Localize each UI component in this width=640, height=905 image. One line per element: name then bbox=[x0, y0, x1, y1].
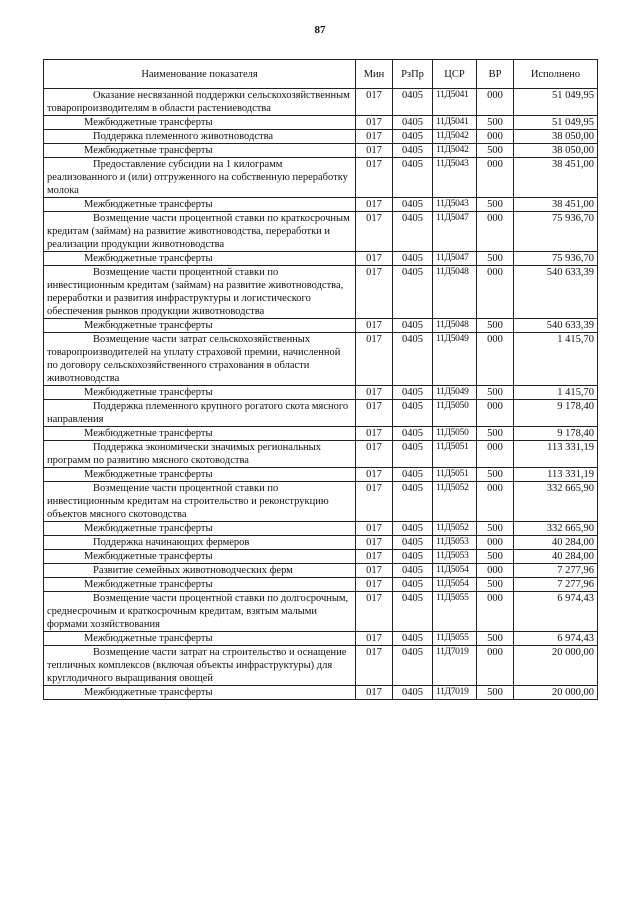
cell-target-article: 11Д5043 bbox=[433, 158, 477, 198]
cell-executed: 540 633,39 bbox=[514, 266, 598, 319]
cell-target-article: 11Д5042 bbox=[433, 130, 477, 144]
table-row bbox=[44, 266, 598, 319]
cell-expense-type: 500 bbox=[477, 386, 514, 400]
cell-section: 0405 bbox=[393, 252, 433, 266]
cell-indicator-name: Возмещение части процентной ставки по инвестиционным кредитам на строительство и реконструкцию объектов мясного скотоводства bbox=[44, 482, 356, 522]
cell-section: 0405 bbox=[393, 89, 433, 116]
cell-indicator-name: Развитие семейных животноводческих ферм bbox=[44, 564, 356, 578]
page-number: 87 bbox=[314, 24, 326, 36]
header-ministry: Мин bbox=[356, 60, 393, 89]
cell-ministry: 017 bbox=[356, 116, 393, 130]
cell-ministry: 017 bbox=[356, 564, 393, 578]
cell-expense-type: 500 bbox=[477, 116, 514, 130]
header-section: РзПр bbox=[393, 60, 433, 89]
table-row bbox=[44, 89, 598, 116]
cell-ministry: 017 bbox=[356, 252, 393, 266]
cell-executed: 75 936,70 bbox=[514, 212, 598, 252]
cell-ministry: 017 bbox=[356, 536, 393, 550]
cell-indicator-name: Межбюджетные трансферты bbox=[44, 198, 356, 212]
cell-expense-type: 000 bbox=[477, 212, 514, 252]
table-row bbox=[44, 592, 598, 632]
cell-target-article: 11Д5041 bbox=[433, 116, 477, 130]
cell-expense-type: 000 bbox=[477, 400, 514, 427]
cell-target-article: 11Д5047 bbox=[433, 212, 477, 252]
cell-indicator-name: Межбюджетные трансферты bbox=[44, 686, 356, 700]
cell-section: 0405 bbox=[393, 198, 433, 212]
cell-executed: 332 665,90 bbox=[514, 482, 598, 522]
table-row bbox=[44, 441, 598, 468]
cell-section: 0405 bbox=[393, 212, 433, 252]
cell-executed: 332 665,90 bbox=[514, 522, 598, 536]
cell-indicator-name: Межбюджетные трансферты bbox=[44, 550, 356, 564]
cell-executed: 9 178,40 bbox=[514, 400, 598, 427]
table-row-transfer bbox=[44, 144, 598, 158]
cell-section: 0405 bbox=[393, 333, 433, 386]
cell-expense-type: 000 bbox=[477, 333, 514, 386]
cell-executed: 1 415,70 bbox=[514, 333, 598, 386]
cell-ministry: 017 bbox=[356, 158, 393, 198]
table-row bbox=[44, 536, 598, 550]
cell-target-article: 11Д5053 bbox=[433, 536, 477, 550]
cell-section: 0405 bbox=[393, 116, 433, 130]
table-row bbox=[44, 482, 598, 522]
cell-expense-type: 000 bbox=[477, 646, 514, 686]
cell-ministry: 017 bbox=[356, 441, 393, 468]
cell-executed: 20 000,00 bbox=[514, 686, 598, 700]
cell-ministry: 017 bbox=[356, 550, 393, 564]
cell-executed: 540 633,39 bbox=[514, 319, 598, 333]
cell-indicator-name: Межбюджетные трансферты bbox=[44, 522, 356, 536]
cell-ministry: 017 bbox=[356, 144, 393, 158]
table-row-transfer bbox=[44, 550, 598, 564]
cell-section: 0405 bbox=[393, 427, 433, 441]
cell-indicator-name: Межбюджетные трансферты bbox=[44, 632, 356, 646]
cell-target-article: 11Д5050 bbox=[433, 427, 477, 441]
cell-expense-type: 500 bbox=[477, 198, 514, 212]
header-expense-type: ВР bbox=[477, 60, 514, 89]
table-row-transfer bbox=[44, 386, 598, 400]
cell-section: 0405 bbox=[393, 646, 433, 686]
cell-ministry: 017 bbox=[356, 130, 393, 144]
cell-indicator-name: Межбюджетные трансферты bbox=[44, 116, 356, 130]
cell-executed: 7 277,96 bbox=[514, 564, 598, 578]
cell-expense-type: 000 bbox=[477, 482, 514, 522]
table-row-transfer bbox=[44, 319, 598, 333]
cell-target-article: 11Д5050 bbox=[433, 400, 477, 427]
cell-section: 0405 bbox=[393, 441, 433, 468]
cell-ministry: 017 bbox=[356, 198, 393, 212]
cell-ministry: 017 bbox=[356, 592, 393, 632]
cell-section: 0405 bbox=[393, 468, 433, 482]
cell-executed: 7 277,96 bbox=[514, 578, 598, 592]
cell-target-article: 11Д5051 bbox=[433, 441, 477, 468]
cell-expense-type: 500 bbox=[477, 144, 514, 158]
cell-ministry: 017 bbox=[356, 89, 393, 116]
table-row-transfer bbox=[44, 252, 598, 266]
cell-executed: 9 178,40 bbox=[514, 427, 598, 441]
cell-executed: 20 000,00 bbox=[514, 646, 598, 686]
cell-ministry: 017 bbox=[356, 400, 393, 427]
table-header-row bbox=[44, 60, 598, 89]
cell-indicator-name: Поддержка начинающих фермеров bbox=[44, 536, 356, 550]
cell-executed: 51 049,95 bbox=[514, 116, 598, 130]
cell-ministry: 017 bbox=[356, 686, 393, 700]
header-target-article: ЦСР bbox=[433, 60, 477, 89]
cell-indicator-name: Возмещение части процентной ставки по краткосрочным кредитам (займам) на развитие животноводства, переработки и реализации продукции животноводства bbox=[44, 212, 356, 252]
table-row bbox=[44, 130, 598, 144]
header-indicator-name: Наименование показателя bbox=[44, 60, 356, 89]
cell-ministry: 017 bbox=[356, 319, 393, 333]
cell-section: 0405 bbox=[393, 578, 433, 592]
cell-ministry: 017 bbox=[356, 578, 393, 592]
budget-execution-table bbox=[43, 59, 598, 700]
cell-section: 0405 bbox=[393, 592, 433, 632]
cell-executed: 40 284,00 bbox=[514, 536, 598, 550]
cell-indicator-name: Оказание несвязанной поддержки сельскохозяйственным товаропроизводителям в области растениеводства bbox=[44, 89, 356, 116]
cell-expense-type: 000 bbox=[477, 536, 514, 550]
cell-ministry: 017 bbox=[356, 427, 393, 441]
cell-section: 0405 bbox=[393, 522, 433, 536]
cell-indicator-name: Межбюджетные трансферты bbox=[44, 386, 356, 400]
cell-indicator-name: Межбюджетные трансферты bbox=[44, 468, 356, 482]
cell-section: 0405 bbox=[393, 319, 433, 333]
table-row bbox=[44, 646, 598, 686]
cell-ministry: 017 bbox=[356, 212, 393, 252]
cell-target-article: 11Д5049 bbox=[433, 386, 477, 400]
cell-expense-type: 500 bbox=[477, 686, 514, 700]
cell-section: 0405 bbox=[393, 266, 433, 319]
cell-section: 0405 bbox=[393, 386, 433, 400]
cell-expense-type: 500 bbox=[477, 427, 514, 441]
cell-target-article: 11Д5054 bbox=[433, 578, 477, 592]
cell-indicator-name: Межбюджетные трансферты bbox=[44, 144, 356, 158]
cell-expense-type: 000 bbox=[477, 564, 514, 578]
cell-target-article: 11Д5041 bbox=[433, 89, 477, 116]
header-executed: Исполнено bbox=[514, 60, 598, 89]
table-row-transfer bbox=[44, 468, 598, 482]
cell-expense-type: 000 bbox=[477, 266, 514, 319]
cell-executed: 6 974,43 bbox=[514, 632, 598, 646]
table-row-transfer bbox=[44, 116, 598, 130]
cell-executed: 75 936,70 bbox=[514, 252, 598, 266]
cell-target-article: 11Д5052 bbox=[433, 482, 477, 522]
cell-section: 0405 bbox=[393, 550, 433, 564]
table-row-transfer bbox=[44, 632, 598, 646]
cell-executed: 38 451,00 bbox=[514, 158, 598, 198]
cell-expense-type: 000 bbox=[477, 158, 514, 198]
cell-executed: 113 331,19 bbox=[514, 441, 598, 468]
cell-executed: 38 050,00 bbox=[514, 130, 598, 144]
cell-target-article: 11Д5055 bbox=[433, 592, 477, 632]
cell-expense-type: 000 bbox=[477, 592, 514, 632]
cell-section: 0405 bbox=[393, 130, 433, 144]
cell-ministry: 017 bbox=[356, 632, 393, 646]
cell-executed: 1 415,70 bbox=[514, 386, 598, 400]
cell-ministry: 017 bbox=[356, 482, 393, 522]
cell-ministry: 017 bbox=[356, 468, 393, 482]
cell-executed: 113 331,19 bbox=[514, 468, 598, 482]
cell-target-article: 11Д5053 bbox=[433, 550, 477, 564]
cell-expense-type: 500 bbox=[477, 252, 514, 266]
cell-expense-type: 000 bbox=[477, 130, 514, 144]
cell-indicator-name: Возмещение части затрат сельскохозяйственных товаропроизводителей на уплату страховой премии, начисленной по договору сельскохозяйственного страхования в области животноводства bbox=[44, 333, 356, 386]
cell-section: 0405 bbox=[393, 536, 433, 550]
cell-target-article: 11Д5048 bbox=[433, 266, 477, 319]
cell-indicator-name: Межбюджетные трансферты bbox=[44, 578, 356, 592]
cell-section: 0405 bbox=[393, 400, 433, 427]
cell-target-article: 11Д5049 bbox=[433, 333, 477, 386]
cell-expense-type: 000 bbox=[477, 441, 514, 468]
table-row bbox=[44, 400, 598, 427]
cell-section: 0405 bbox=[393, 158, 433, 198]
table-row bbox=[44, 158, 598, 198]
cell-executed: 40 284,00 bbox=[514, 550, 598, 564]
table-row-transfer bbox=[44, 686, 598, 700]
table-row-transfer bbox=[44, 522, 598, 536]
cell-target-article: 11Д5048 bbox=[433, 319, 477, 333]
table-row bbox=[44, 212, 598, 252]
cell-executed: 51 049,95 bbox=[514, 89, 598, 116]
cell-expense-type: 500 bbox=[477, 550, 514, 564]
cell-indicator-name: Поддержка племенного животноводства bbox=[44, 130, 356, 144]
table-row-transfer bbox=[44, 198, 598, 212]
cell-target-article: 11Д7019 bbox=[433, 686, 477, 700]
cell-indicator-name: Поддержка экономически значимых региональных программ по развитию мясного скотоводства bbox=[44, 441, 356, 468]
cell-target-article: 11Д5042 bbox=[433, 144, 477, 158]
cell-indicator-name: Поддержка племенного крупного рогатого скота мясного направления bbox=[44, 400, 356, 427]
cell-executed: 38 050,00 bbox=[514, 144, 598, 158]
table-row-transfer bbox=[44, 427, 598, 441]
cell-indicator-name: Возмещение части затрат на строительство и оснащение тепличных комплексов (включая объекты инфраструктуры) для круглодичного выращивания овощей bbox=[44, 646, 356, 686]
cell-target-article: 11Д5051 bbox=[433, 468, 477, 482]
cell-indicator-name: Межбюджетные трансферты bbox=[44, 427, 356, 441]
cell-target-article: 11Д5043 bbox=[433, 198, 477, 212]
cell-expense-type: 500 bbox=[477, 468, 514, 482]
cell-target-article: 11Д7019 bbox=[433, 646, 477, 686]
cell-target-article: 11Д5047 bbox=[433, 252, 477, 266]
cell-target-article: 11Д5054 bbox=[433, 564, 477, 578]
cell-indicator-name: Возмещение части процентной ставки по инвестиционным кредитам (займам) на развитие животноводства, переработки и развития инфраструктуры и логистического обеспечения рынков продукции животноводства bbox=[44, 266, 356, 319]
cell-executed: 6 974,43 bbox=[514, 592, 598, 632]
cell-indicator-name: Межбюджетные трансферты bbox=[44, 319, 356, 333]
table-row-transfer bbox=[44, 578, 598, 592]
cell-indicator-name: Возмещение части процентной ставки по долгосрочным, среднесрочным и краткосрочным кредитам, взятым малыми формами хозяйствования bbox=[44, 592, 356, 632]
cell-section: 0405 bbox=[393, 482, 433, 522]
cell-ministry: 017 bbox=[356, 266, 393, 319]
cell-ministry: 017 bbox=[356, 333, 393, 386]
cell-indicator-name: Предоставление субсидии на 1 килограмм реализованного и (или) отгруженного на собственную переработку молока bbox=[44, 158, 356, 198]
cell-section: 0405 bbox=[393, 564, 433, 578]
cell-expense-type: 500 bbox=[477, 319, 514, 333]
cell-indicator-name: Межбюджетные трансферты bbox=[44, 252, 356, 266]
cell-expense-type: 500 bbox=[477, 578, 514, 592]
table-row bbox=[44, 333, 598, 386]
cell-expense-type: 000 bbox=[477, 89, 514, 116]
cell-section: 0405 bbox=[393, 144, 433, 158]
cell-target-article: 11Д5052 bbox=[433, 522, 477, 536]
cell-ministry: 017 bbox=[356, 522, 393, 536]
cell-expense-type: 500 bbox=[477, 522, 514, 536]
cell-expense-type: 500 bbox=[477, 632, 514, 646]
cell-ministry: 017 bbox=[356, 386, 393, 400]
table-body bbox=[44, 89, 598, 700]
table-row bbox=[44, 564, 598, 578]
cell-section: 0405 bbox=[393, 632, 433, 646]
cell-target-article: 11Д5055 bbox=[433, 632, 477, 646]
cell-ministry: 017 bbox=[356, 646, 393, 686]
cell-section: 0405 bbox=[393, 686, 433, 700]
cell-executed: 38 451,00 bbox=[514, 198, 598, 212]
